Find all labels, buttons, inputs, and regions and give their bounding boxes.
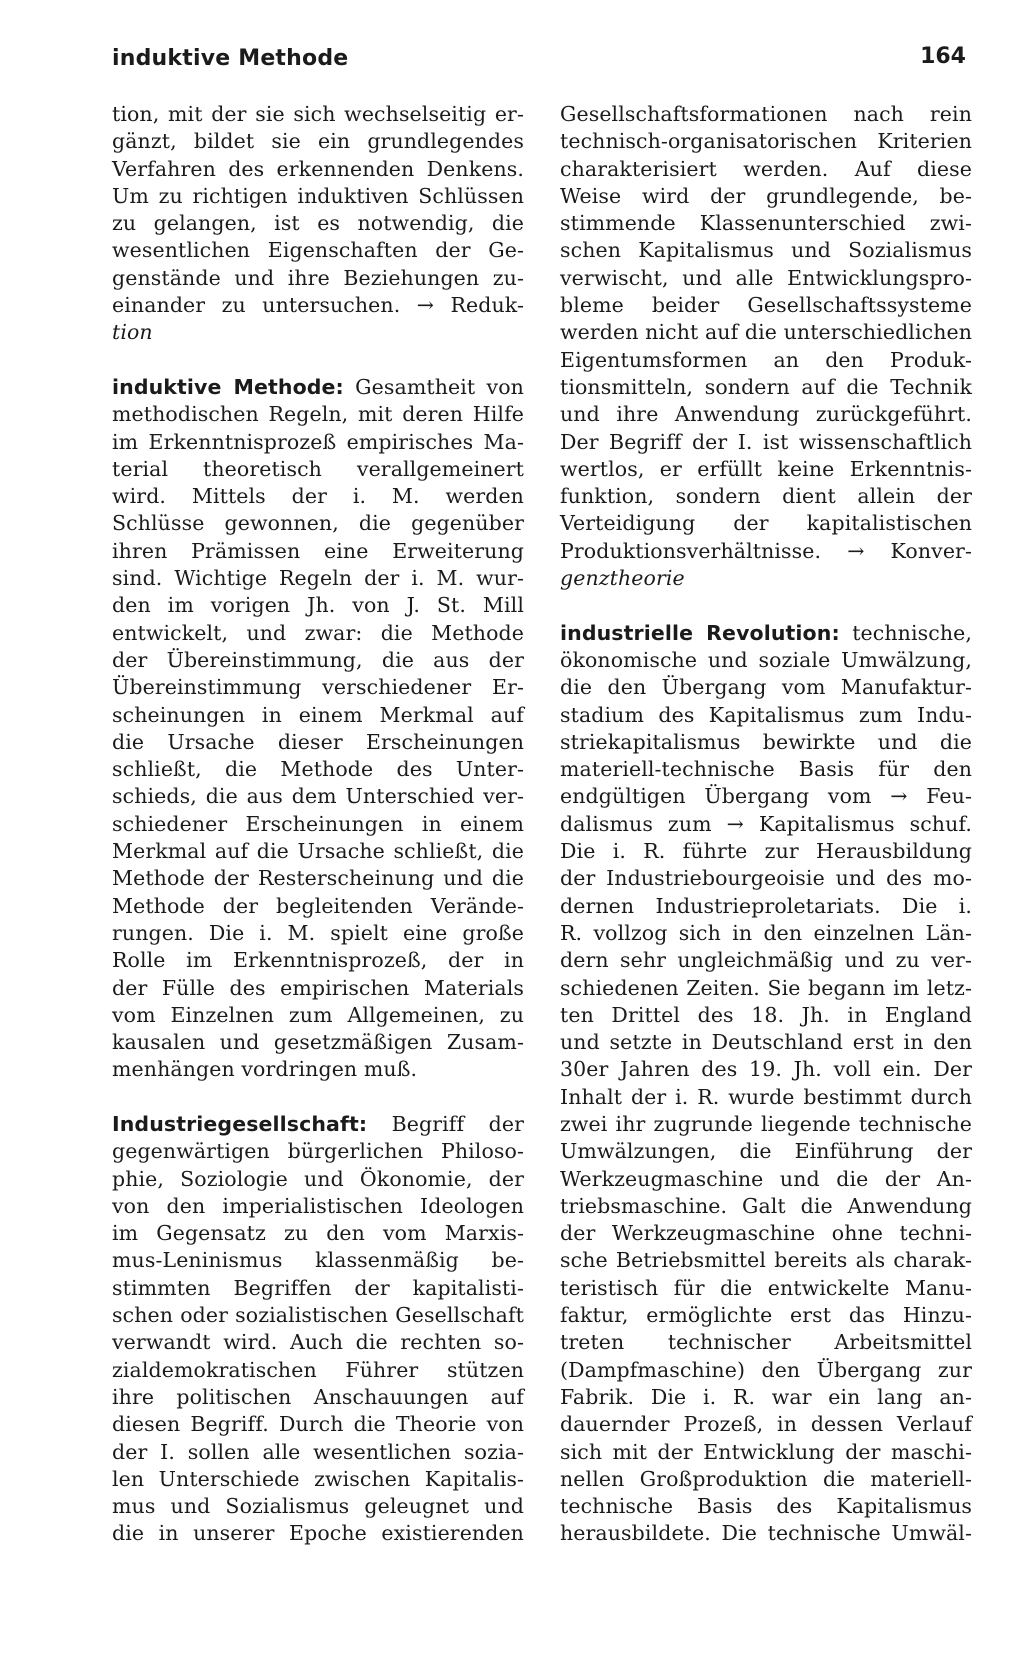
cross-reference-target: genztheorie (560, 566, 685, 591)
text-line: ihre politischen Anschauungen auf (112, 1384, 524, 1409)
text-line: wertlos, er erfüllt keine Erkenntnis- (560, 456, 972, 481)
text-line: bleme beider Gesellschaftssysteme (560, 293, 972, 318)
text-line: rungen. Die i. M. spielt eine große (112, 920, 524, 945)
left-column (112, 101, 524, 1548)
text-line: im Erkenntnisprozeß empirisches Ma- (112, 429, 524, 454)
text-line: 30er Jahren des 19. Jh. voll ein. Der (560, 1057, 972, 1082)
text-line: Methode der begleitenden Verände- (112, 893, 524, 918)
text-line: menhängen vordringen muß. (112, 1057, 418, 1082)
text-line: verwandt wird. Auch die rechten so- (112, 1330, 524, 1355)
cross-reference-line: einander zu untersuchen. → Reduk- (112, 293, 524, 318)
text-line: schiedenen Zeiten. Sie begann im letz- (560, 975, 972, 1000)
text-line: diesen Begriff. Durch die Theorie von (112, 1412, 524, 1437)
cross-reference-line: endgültigen Übergang vom → Feu- (560, 784, 972, 809)
text-line: vom Einzelnen zum Allgemeinen, zu (112, 1002, 524, 1027)
text-line: schen oder sozialistischen Gesellschaft (112, 1303, 524, 1328)
text-line: sche Betriebsmittel bereits als charak- (560, 1248, 972, 1273)
definition-start: technische, (852, 620, 972, 645)
entry-first-line (560, 620, 972, 647)
text-line: terial theoretisch verallgemeinert (112, 456, 524, 481)
text-line: mus-Leninismus klassenmäßig be- (112, 1248, 524, 1273)
text-line: zwei ihr zugrunde liegende technische (560, 1111, 972, 1136)
text-line: dern sehr ungleichmäßig und zu ver- (560, 948, 972, 973)
text-line: scheinungen in einem Merkmal auf (112, 702, 524, 727)
text-line: funktion, sondern dient allein der (560, 484, 972, 509)
headword-industriegesellschaft: Industriegesellschaft: (112, 1111, 368, 1136)
text-line: Übereinstimmung verschiedener Er- (112, 675, 524, 700)
text-line: teristisch für die entwickelte Manu- (560, 1275, 972, 1300)
text-line: und ihre Anwendung zurückgeführt. (560, 402, 972, 427)
text-line: der Werkzeugmaschine ohne techni- (560, 1221, 972, 1246)
text-line: werden nicht auf die unterschiedlichen (560, 320, 973, 345)
text-line: stadium des Kapitalismus zum Indu- (560, 702, 972, 727)
text-line: wesentlichen Eigenschaften der Ge- (112, 238, 524, 263)
text-line: der Industriebourgeoisie und des mo- (560, 866, 972, 891)
text-line: Verfahren des erkennenden Denkens. (112, 156, 524, 181)
text-line: dernen Industrieproletariats. Die i. (560, 893, 972, 918)
entry-continuation-left (112, 101, 524, 347)
text-line: schließt, die Methode des Unter- (112, 757, 524, 782)
text-line: Inhalt der i. R. wurde bestimmt durch (560, 1084, 972, 1109)
text-line: der I. sollen alle wesentlichen sozia- (112, 1439, 524, 1464)
text-line: und setzte in Deutschland erst in den (560, 1030, 972, 1055)
text-line: Methode der Resterscheinung und die (112, 866, 524, 891)
text-line: die in unserer Epoche existierenden (112, 1521, 524, 1546)
text-line: Um zu richtigen induktiven Schlüssen (112, 183, 524, 208)
text-line: R. vollzog sich in den einzelnen Län- (560, 920, 972, 945)
text-line: stimmten Begriffen der kapitalisti- (112, 1275, 524, 1300)
text-line: Eigentumsformen an den Produk- (560, 347, 972, 372)
text-line: tionsmitteln, sondern auf die Technik (560, 374, 972, 399)
text-line: verwischt, und alle Entwicklungspro- (560, 265, 972, 290)
text-line: ten Drittel des 18. Jh. in England (560, 1002, 972, 1027)
text-line: faktur, ermöglichte erst das Hinzu- (560, 1303, 972, 1328)
text-line: schieds, die aus dem Unterschied ver- (112, 784, 524, 809)
text-line: materiell-technische Basis für den (560, 757, 972, 782)
entry-induktive-methode (112, 374, 524, 1084)
text-line: schiedener Erscheinungen in einem (112, 811, 524, 836)
text-line: triebsmaschine. Galt die Anwendung (560, 1193, 972, 1218)
definition-start: Begriff der (391, 1111, 524, 1136)
text-line: Die i. R. führte zur Herausbildung (560, 839, 972, 864)
text-line: Merkmal auf die Ursache schließt, die (112, 839, 524, 864)
entry-first-line (112, 1111, 524, 1138)
text-line: Verteidigung der kapitalistischen (560, 511, 972, 536)
text-line: von den imperialistischen Ideologen (112, 1193, 524, 1218)
text-line: den im vorigen Jh. von J. St. Mill (112, 593, 524, 618)
text-line-words: tion, mit der sie sich wechselseitig er- (112, 102, 524, 126)
text-line: Fabrik. Die i. R. war ein lang an- (560, 1384, 972, 1409)
text-line: Schlüsse gewonnen, die gegenüber (112, 511, 524, 536)
text-line: mus und Sozialismus geleugnet und (112, 1494, 524, 1519)
text-line: gegenwärtigen bürgerlichen Philoso- (112, 1139, 524, 1164)
entry-first-line (112, 374, 524, 401)
text-line: sich mit der Entwicklung der maschi- (560, 1439, 972, 1464)
headword-induktive-methode: induktive Methode: (112, 374, 344, 399)
text-line: zu gelangen, ist es notwendig, die (112, 211, 524, 236)
cross-reference-line: Produktionsverhältnisse. → Konver- (560, 538, 972, 563)
text-line: ihren Prämissen eine Erweiterung (112, 538, 524, 563)
text-line: technische Basis des Kapitalismus (560, 1494, 972, 1519)
entry-continuation-right (560, 101, 972, 592)
right-column (560, 101, 972, 1548)
text-line: nellen Großproduktion die materiell- (560, 1466, 972, 1491)
text-line: sind. Wichtige Regeln der i. M. wur- (112, 566, 524, 591)
text-line: die den Übergang vom Manufaktur- (560, 675, 972, 700)
text-line: entwickelt, und zwar: die Methode (112, 620, 524, 645)
text-line: Umwälzungen, die Einführung der (560, 1139, 972, 1164)
text-line: (Dampfmaschine) den Übergang zur (560, 1357, 972, 1382)
text-line: wird. Mittels der i. M. werden (112, 484, 524, 509)
text-line: Gesellschaftsformationen nach rein (560, 102, 972, 126)
text-line: gänzt, bildet sie ein grundlegendes (112, 129, 524, 154)
text-line: genstände und ihre Beziehungen zu- (112, 265, 524, 290)
entry-industriegesellschaft (112, 1111, 524, 1548)
text-line: im Gegensatz zu den vom Marxis- (112, 1221, 524, 1246)
text-line: len Unterschiede zwischen Kapitalis- (112, 1466, 524, 1491)
text-line: Werkzeugmaschine und die der An- (560, 1166, 972, 1191)
running-head: induktive Methode (112, 46, 349, 71)
headword-industrielle-revolution: industrielle Revolution: (560, 620, 840, 645)
text-line: die Ursache dieser Erscheinungen (112, 729, 524, 754)
text-line: stimmende Klassenunterschied zwi- (560, 211, 972, 236)
text-line: treten technischer Arbeitsmittel (560, 1330, 972, 1355)
entry-industrielle-revolution (560, 620, 972, 1548)
text-line: Weise wird der grundlegende, be- (560, 183, 972, 208)
text-line: kausalen und gesetzmäßigen Zusam- (112, 1030, 524, 1055)
text-line: Der Begriff der I. ist wissenschaftlich (560, 429, 972, 454)
text-line: ökonomische und soziale Umwälzung, (560, 647, 972, 672)
text-line: zialdemokratischen Führer stützen (112, 1357, 524, 1382)
text-line: methodischen Regeln, mit deren Hilfe (112, 402, 524, 427)
text-line: herausbildete. Die technische Umwäl- (560, 1521, 972, 1546)
text-line: schen Kapitalismus und Sozialismus (560, 238, 972, 263)
text-line: charakterisiert werden. Auf diese (560, 156, 972, 181)
definition-start: Gesamtheit von (355, 374, 524, 399)
text-line: striekapitalismus bewirkte und die (560, 729, 972, 754)
text-line: phie, Soziologie und Ökonomie, der (112, 1166, 524, 1191)
text-line: dauernder Prozeß, in dessen Verlauf (560, 1412, 972, 1437)
text-line: der Fülle des empirischen Materials (112, 975, 524, 1000)
text-line (112, 101, 524, 128)
page-number: 164 (920, 44, 966, 69)
cross-reference-line: dalismus zum → Kapitalismus schuf. (560, 811, 972, 836)
cross-reference-target: tion (112, 320, 153, 345)
text-line: Rolle im Erkenntnisprozeß, der in (112, 948, 524, 973)
text-line: der Übereinstimmung, die aus der (112, 647, 524, 672)
text-line: technisch-organisatorischen Kriterien (560, 129, 972, 154)
